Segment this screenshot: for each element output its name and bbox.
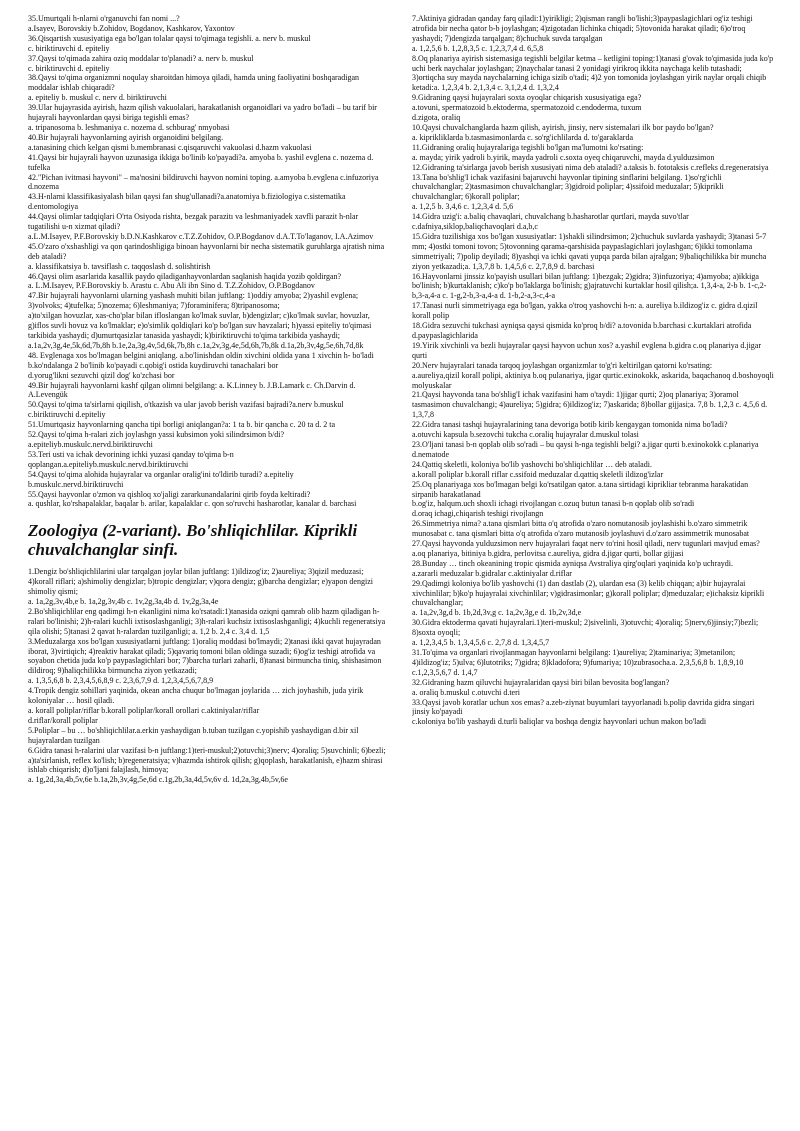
- question-line: 33.Qaysi javob koratlar uchun xos emas? a.zeb-ziynat buyumlari tayyorlanadi b.polip davrida gidra singari jinsiy ko'payadi: [412, 697, 755, 717]
- question-line: 31.To'qima va organlari rivojlanmagan hayvonlarni belgilang: 1)aureliya; 2)taminariya; 3)metanilon; 4)ildizog'iz; 5)ulva; 6)lutotriks; 7)gidra; 8)kladofora; 9)fumariya; 10)zubrasocha.a. 2,3,5,6,8 b. 1,8,9,10 c.1,2,3,5,6,7 d. 1,4,7: [412, 648, 744, 677]
- question-line: 32.Gidraning hazm qiluvchi hujayralaridan qaysi biri bilan bevosita bog'langan?: [412, 677, 670, 687]
- question-line: 42."Pichan ivitmasi hayvoni" – ma'nosini bildiruvchi hayvon nomini toping. a.amyoba b.evglena c.infuzoriya d.nozema: [28, 172, 379, 192]
- question-line: d.zigota, oraliq: [412, 113, 461, 123]
- question-line: a)to'xilgan hovuzlar, xas-cho'plar bilan ifloslangan ko'lmak suvlar, b)dengizlar; c)ko'lmak suvlar, hovuzlar, g)iflos suvli hovuz va ko'lmaklar; e)o'simlik qoldiqlari ko'p bo'lgan suv havzalari; h)yassi epiteliy to'qimasi tarkibida yashaydi; d)umurtqasizlar tanasida yashaydi; k)biriktiruvchi to'qima tarkibida yashaydi;: [28, 311, 372, 340]
- question-line: a.zararli meduzalar b.gidralar c.aktiniyalar d.riflar: [412, 568, 572, 578]
- question-line: a. kiprikliklarda b.tasmasimonlarda c. so'rg'ichlilarda d. to'garaklarda: [412, 132, 633, 142]
- question-line: a. epiteliy b. muskul c. nerv d. biriktiruvchi: [28, 93, 167, 103]
- question-line: 29.Qadimgi koloniya bo'lib yashovchi (1) dan dastlab (2), ulardan esa (3) kelib chiqqan; a)bir hujayralai xivchinlilar; b)ko'p hujayralai xivchinlilar; v)gidrasimonlar; g)korall poliplar; d)meduzalar; e)ichaksiz kiprikli chuvalchanglar;: [412, 578, 765, 608]
- question-line: 8.Oq planariya ayirish sistemasiga tegishli belgilar ketma – ketligini toping:1)tanasi g'ovak to'qimasida juda ko'p uchi berk naychalar joylashgan; 2)naychalar tanasi 2 yonidagi yirikroq ikkita naychaga kelib tutashadi; 3)ortiqcha suy mayda naychalarning ichiga sizib o'tadi; 4)2 yon tomonida joylashgan yirik naylar orqali chiqib ketadi:a. 1,2,3,4 b. 2,1,3,4 c. 3,1,2,4 d. 1,3,2,4: [412, 53, 774, 93]
- question-line: 52.Qaysi to'qima h-ralari zich joylashgn yassi kubsimon yoki silindrsimon b/di?: [28, 430, 285, 440]
- question-line: 30.Gidra ektoderma qavati hujayralari.1)teri-muskul; 2)sivelinli, 3)otuvchi; 4)oraliq; 5)nerv,6)jinsiy;7)bezli; 8)soxta oyoqli;: [412, 618, 759, 638]
- question-line: 55.Qaysi hayvonlar o'zmon va qishloq xo'jaligi zararkunandalarini qirib foyda keltiradi?: [28, 489, 311, 499]
- question-line: d.yorug'likni sezuvchi qizil dog' ko'zchasi bor: [28, 370, 175, 380]
- question-line: 51.Umurtqasiz hayvonlarning qancha tipi borligi aniqlangan?a: 1 ta b. bir qancha c. 20 ta d. 2 ta: [28, 420, 336, 430]
- question-line: 45.O'zaro o'xshashligi va qon qarindoshligiga binoan hayvonlarni bir necha sistematik guruhlarga ajratish nima deb ataladi?: [28, 241, 385, 261]
- question-line: a.Isayev, Borovskiy b.Zohidov, Bogdanov, Kashkarov, Yaxontov: [28, 23, 235, 33]
- question-line: 54.Qaysi to'qima alohida hujayralar va organlar oralig'ini to'ldirib turadi? a.epiteliy: [28, 469, 294, 479]
- question-line: a.tanasining chich kelgan qismi b.membranasi c.qisqaruvchi vakuolasi d.hazm vakuolasi: [28, 142, 312, 152]
- question-line: d.riflar/korall poliplar: [28, 715, 98, 725]
- question-line: a. 1,2,5 b. 3,4,6 c. 1,2,3,4 d. 5,6: [412, 202, 514, 212]
- question-line: 49.Bir hujayrali hayvonlarni kashf qilgan olimni belgilang: a. K.Linney b. J.B.Lamark c. Ch.Darvin d. A.Levengük: [28, 380, 356, 400]
- question-line: 48. Evglenaga xos bo'lmagan belgini aniqlang. a.bo'linishdan oldin xivchini oldida yana 1 xivchin h- bo'ladi: [28, 350, 374, 360]
- question-line: 35.Umurtqali h-nlarni o'rganuvchi fan nomi ...?: [28, 14, 180, 23]
- question-line: 36.Qisqartish xususiyatiga ega bo'lgan tolalar qaysi to'qimaga tegishli. a. nerv b. muskul: [28, 33, 311, 43]
- question-line: 19.Yirik xivchinli va bezli hujayralar qaysi hayvon uchun xos? a.yashil evglena b.gidra c.oq planariya d.jigar qurti: [412, 340, 762, 360]
- question-line: 26.Simmetriya nima? a.tana qismlari bitta o'q atrofida o'zaro nomutanosib joylashishi b.o'zaro simmetrik munosabat c. tana qismlari bitta o'q atrofida o'zaro mutanosib joylashuvi d.o'zaro assimmetrik munosabat: [412, 519, 750, 539]
- question-line: 4.Tropik dengiz sohillari yaqinida, okean ancha chuqur bo'lmagan joylarida … zich joyhashib, juda yirik koloniyalar … hosil qiladi.: [28, 686, 364, 706]
- question-line: c. biriktiruvchi d. epiteliy: [28, 63, 110, 73]
- question-line: 38.Qaysi to'qima organizmni noqulay sharoitdan himoya qiladi, hamda uning faoliyatini boshqaradigan moddalar ishlab chiqaradi?: [28, 73, 360, 93]
- question-line: a.epiteliyb.muskulc.nervd.biriktiruvchi: [28, 439, 153, 449]
- question-line: a.otuvchi kapsula b.sezovchi tukcha c.oraliq hujayralar d.muskul tolasi: [412, 430, 639, 440]
- question-line: 50.Qaysi to'qima ta'sirlarni qiqilish, o'tkazish va ular javob berish vazifasi bajradi?a.nerv b.muskul c.biriktiruvchi d.epiteliy: [28, 400, 344, 420]
- question-line: 2.Bo'shliqichlilar eng qadimgi h-n ekanligini nima ko'rsatadi:1)tanasida oziqni qamrab olib hazm qiladigan h-ralari bo'linishi; 2)h-ralari kuchli ixtisoslashganligi; 3)h-ralari kuchsiz ixtisoslashganligi; 4)kuchli regeneratsiya qila olishi; 5)tanasi 2 qavat h-ralardan tuzilganligi; a. 1,2 b. 2,4 c. 3,4 d. 1,5: [28, 606, 386, 636]
- question-line: a.L.M.Isayev, P.F.Borovskiy b.D.N.Kashkarov c.T.Z.Zohidov, O.P.Bogdanov d.A.T.To'laganov, I.A.Azimov: [28, 231, 374, 241]
- question-line: 11.Gidraning oraliq hujayralariga tegishli bo'lgan ma'lumotni ko'rsating:: [412, 142, 644, 152]
- question-line: 7.Aktiniya gidradan qanday farq qiladi:1)yirikligi; 2)qisman rangli bo'lishi;3)paypaslagichlari og'iz teshigi atrofida bir necha qator b-b joylashgan; 4)zigotadan lichinka chiqadi; 5)tovonida harakat qiladi; 6)o'troq yashaydi; 7)dengizda tarqalgan; 8)chuchuk suvda tarqalgan: [412, 14, 753, 43]
- question-line: a. oraliq b.muskul c.otuvchi d.teri: [412, 687, 520, 697]
- question-line: 28.Bunday … tinch okeanining tropic qismida ayniqsa Avstraliya qirg'oqlari yaqinida ko'p uchraydi.: [412, 558, 733, 568]
- question-line: 22.Gidra tanasi tashqi hujayralarining tana devoriga botib kirib kengaygan tomonida nima bo'ladi?: [412, 420, 728, 430]
- question-line: a.oq planariya, bitiniya b.gidra, perlovitsa c.aureliya, gidra d.jigar qurti, bollar gijjasi: [412, 548, 684, 558]
- question-line: 37.Qaysi to'qimada zahira oziq moddalar to'planadi? a. nerv b. muskul: [28, 53, 254, 63]
- question-line: c. biriktiruvchi d. epiteliy: [28, 43, 110, 53]
- question-line: 5.Poliplar – bu … bo'shliqichlilar.a.erkin yashaydigan b.tuban tuzilgan c.yopishib yashaydigan d.bir xil hujayralardan tuzilgan: [28, 725, 359, 745]
- question-line: a. klassifikatsiya b. tavsiflash c. taqqoslash d. solishtirish: [28, 261, 211, 271]
- question-line: 21.Qaysi hayvonda tana bo'shlig'I ichak vazifasini ham o'taydi: 1)jigar qurti; 2)oq planariya; 3)oramol tasmasimon chuvalchangi; 4)aureliya; 5)gidra; 6)ildizog'iz; 7)askarida; 8)bollar gijjasi;a. 7,8 b. 1,2,3 c. 4,5,6 d. 1,3,7,8: [412, 390, 768, 420]
- question-line: a.korall poliplar b.korall riflar c.ssifoid meduzalar d.qattiq skeletli ildizog'izlar: [412, 469, 664, 479]
- document-page: [28, 14, 774, 1118]
- question-line: 39.Ular hujayrasida ayirish, hazm qilish vakuolalari, harakatlanish organoidlari va yadro bo'ladi – bu tarif bir hujayrali hayvonlardan qaysi biriga tegishli emas?: [28, 103, 377, 123]
- question-line: 3.Meduzalarga xos bo'lgan xususiyatlarni juftlang: 1)oraliq moddasi bo'lmaydi; 2)tanasi ikki qavat hujayradan iborat, 3)virtiqich; 4)reaktiv harakat qiladi; 5)qavariq tomoni bilan oldinga suzadi; 6)og'iz teshigi atrofida va soyabon chetida juda ko'p paypaslagichlari bor; 7)barcha turlari zaharli, 8)tanasi birmuncha tiniq, shishasimon dildiroq; 9)haliqchilikka birmuncha ziyon yetkazadi;: [28, 636, 382, 676]
- question-line: c.koloniya bo'lib yashaydi d.turli baliqlar va boshqa dengiz hayvonlari uchun makon bo'ladi: [412, 717, 707, 727]
- question-line: 15.Gidra tuzilishiga xos bo'lgan xususiyatlar: 1)shakli silindrsimon; 2)chuchuk suvlarda yashaydi; 3)tanasi 5-7 mm; 4)ostki tomoni tovon; 5)tovonning qarama-qarshisida paypaslagichlari joylashgan; 6)ikki tomonlama simmetriyali; 7)polip deyiladi; 8)yashqi va ichki qavati yupqa parda bilan ajralgan; 9)baliqchilikka bir muncha ziyon yetkazadi;a. 1,3,7,8 b. 1,4,5,6 c. 2,7,8,9 d. barchasi: [412, 231, 767, 271]
- question-line: b.og'iz, halqum.uch shoxli ichagi rivojlangan c.ozuq butun tanasi b-n qoplab olib so'radi: [412, 499, 695, 509]
- question-line: 24.Qattiq skeletli, koloniya bo'lib yashovchi bo'shliqichlilar … deb ataladi.: [412, 459, 652, 469]
- question-line: d.oraq ichagi,chiqarish teshigi rivojlangn: [412, 509, 544, 519]
- question-line: a. 1a,2g,3v,4b,e b. 1a,2g,3v,4b c. 1v,2g,3a,4b d. 1v,2g,3a,4e: [28, 597, 219, 607]
- question-line: 20.Nerv hujayralari tanada tarqoq joylashgan organizmlar to'g'ri keltirilgan qatorni ko'rsating:: [412, 360, 713, 370]
- question-line: a. 1,2,3,4,5 b. 1,3,4,5,6 c. 2,7,8 d. 1,3,4,5,7: [412, 638, 550, 648]
- question-line: a.tovuni, spermatozoid b.ektoderma, spermatozoid c.endoderma, tuxum: [412, 103, 642, 113]
- question-line: 27.Qaysi hayvonda yulduzsimon nerv hujayralari faqat nerv to'rini hosil qiladi, nerv tugunlari mavjud emas?: [412, 539, 760, 549]
- question-line: 9.Gidraning qaysi hujayralari soxta oyoqlar chiqarish xususiyatiga ega?: [412, 93, 642, 103]
- question-line: a. L.M.Isayev, P.F.Borovskiy b. Arastu c. Abu Ali ibn Sino d. T.Z.Zohidov, O.P.Bogdanov: [28, 281, 315, 291]
- left-column: [28, 14, 390, 1118]
- question-line: a. korall poliplar/riflar b.korall poliplar/korall orollari c.aktiniyalar/riflar: [28, 706, 260, 715]
- question-line: 16.Hayvonlarni jinssiz ko'payish usullari bilan juftlang: 1)bezgak; 2)gidra; 3)infuzoriya; 4)amyoba; a)ikkiga bo'linish; b)kurtaklanish; c)ko'p bo'laklarga bo'linish; g)ajratuvchi kurtaklar hosil qilish;a. 1,3,4-a, 2-b b. 1-c,2-b,3-a,4-a c. 1-g,2-b,3-a,4-a d. 1-b,2-a,3-c,4-a: [412, 271, 767, 301]
- question-line: a.1a,2v,3g,4e,5k,6d,7b,8h b.1e,2a,3g,4v,5d,6k,7b,8h c.1a,2v,3g,4e,5d,6h,7b,8k d.1a,2b,3v,4g,5e,6h,7d,8k: [28, 340, 364, 350]
- question-line: a. 1,2,5,6 b. 1,2,8,3,5 c. 1,2,3,7,4 d. 6,5,8: [412, 43, 544, 53]
- question-line: 18.Gidra sezuvchi tukchasi ayniqsa qaysi qismida ko'proq b/di? a.tovonida b.barchasi c.kurtaklari atrofida d.paypaslagichlarida: [412, 321, 752, 340]
- question-line: 47.Bir hujayrali hayvonlarni ularning yashash muhiti bilan juftlang: 1)oddiy amyoba; 2)yashil evglena; 3)volvoks; 4)tufelka; 5)nozema; 6)leshmaniya; 7)foraminifera; 8)tripanosoma;: [28, 291, 359, 311]
- question-line: 6.Gidra tanasi h-ralarini ular vazifasi b-n juftlang:1)teri-muskul;2)otuvchi;3)nerv; 4)oraliq; 5)suvchinli; 6)bezli; a)ta'sirlanish, reflex ko'lish; b)regeneratsiya; v)hazmda ishtirok qilish; g)qoplash, harakatlanish, e)hazm shirasi ishlab chiqarish; d)o'ljani falajlash, himoya;: [28, 745, 386, 775]
- question-line: 13.Tana bo'shlig'I ichak vazifasini bajaruvchi hayvonlar tipining sinflarini belgilang. 1)so'rg'ichli chuvalchanglar; 2)tasmasimon chuvalchanglar; 3)gidroid poliplar; 4)ssifoid meduzalar; 5)kiprikli chuvalchanglar; 6)korall poliplar;: [412, 172, 724, 202]
- question-line: a. qushlar, ko'rshapalaklar, baqalar b. arilar, kapalaklar c. qon so'ruvchi hasharotlar, kanalar d. barchasi: [28, 499, 357, 509]
- question-line: 14.Gidra uzig'i: a.baliq chavaqlari, chuvalchang b.hasharotlar qurtlari, mayda suvo'tlar c.dafniya,siklop,baliqchavoqlari d.a,b,c: [412, 212, 689, 232]
- question-line: 43.H-nlarni klassifikasiyalash bilan qaysi fan shug'ullanadi?a.anatomiya b.fiziologiya c.sistematika d.entomologiya: [28, 192, 346, 212]
- question-line: 12.Gidraning ta'sirlarga javob berish xususiyati nima deb ataladi? a.taksis b. fototaksis c.refleks d.regeneratsiya: [412, 162, 769, 172]
- question-line: a.aureliya,qizil korall polipi, aktiniya b.oq pulanariya, jigar qurtic.exinokokk, askarida, baqachanoq d.boshoyoqli molyuskalar: [412, 370, 774, 390]
- question-line: b.muskulc.nervd.biriktiruvchi: [28, 479, 124, 489]
- question-line: 17.Tanasi nurli simmetriyaga ega bo'lgan, yakka o'troq yashovchi h-n: a. aureliya b.ildizog'iz c. gidra d.qizil korall polip: [412, 301, 758, 321]
- question-line: qoplangan.a.epiteliyb.muskulc.nervd.biriktiruvchi: [28, 459, 189, 469]
- question-line: a. mayda; yirik yadroli b.yirik, mayda yadroli c.soxta oyeq chiqaruvchi, mayda d.yulduzsimon: [412, 152, 715, 162]
- right-column: [412, 14, 774, 1118]
- question-line: 10.Qaysi chuvalchanglarda hazm qilish, ayirish, jinsiy, nerv sistemalari ilk bor paydo bo'lgan?: [412, 122, 714, 132]
- question-line: 23.O'ljani tanasi b-n qoplab olib so'radi – bu qaysi h-nga tegishli belgi? a.jigar qurti b.exinokokk c.planariya d.nematode: [412, 439, 759, 459]
- question-line: 25.Oq planariyaga xos bo'lmagan belgi ko'rsatilgan qator. a.tana sirtidagi kiprikliar tebranma harakatidan sirpanib harakatlanad: [412, 479, 749, 499]
- question-line: 1.Dengiz bo'shliqichlilarini ular tarqalgan joylar bilan juftlang: 1)ildizog'iz; 2)aureliya; 3)qizil meduzasi; 4)korall riflari; a)shimoliy dengizlar; b)tropic dengizlar; v)qora dengiz; g)barcha dengizlar; e)yapon dengizi shimoliy qismi;: [28, 567, 373, 597]
- question-line: 53.Teri usti va ichak devorining ichki yuzasi qanday to'qima b-n: [28, 449, 234, 459]
- question-line: a. 1,3,5,6,8 b. 2,3,4,5,6,8,9 c. 2,3,6,7,9 d. 1,2,3,4,5,6,7,8,9: [28, 676, 214, 686]
- question-line: a. tripanosoma b. leshmaniya c. nozema d. schburag' nmyobasi: [28, 122, 230, 132]
- section-heading: Zoologiya (2-variant). Bo'shliqichlilar. Kiprikli chuvalchanglar sinfi.: [28, 521, 358, 560]
- question-line: b.ko'ndalanga 2 bo'linib ko'payadi c.qobig'i ostida kuydiruvchi tanachalari bor: [28, 360, 279, 370]
- question-line: a. 1g,2d,3a,4b,5v,6e b.1a,2b,3v,4g,5e,6d c.1g,2b,3a,4d,5v,6v d. 1d,2a,3g,4b,5v,6e: [28, 775, 288, 785]
- question-line: 41.Qaysi bir hujayrali hayvon uzunasiga ikkiga bo'linib ko'payadi?a. amyoba b. yashil evglena c. nozema d. tufelka: [28, 152, 374, 172]
- question-line: 44.Qaysi olimlar tadqiqlari O'rta Osiyoda rishta, bezgak parazitı va leshmaniyadek xavfli parazit h-nlar tugatilishi u-n xizmat qiladi?: [28, 212, 359, 232]
- question-line: 46.Qaysi olim asarlarida kasallik paydo qiladiganhayvonlardan saqlanish haqida yozib qoldirgan?: [28, 271, 342, 281]
- question-line: 40.Bir hujayrali hayvonlarning ayirish organoidini belgilang.: [28, 132, 224, 142]
- question-line: a. 1a,2v,3g,d b. 1b,2d,3v,g c. 1a,2v,3g,e d. 1b,2v,3d,e: [412, 608, 582, 618]
